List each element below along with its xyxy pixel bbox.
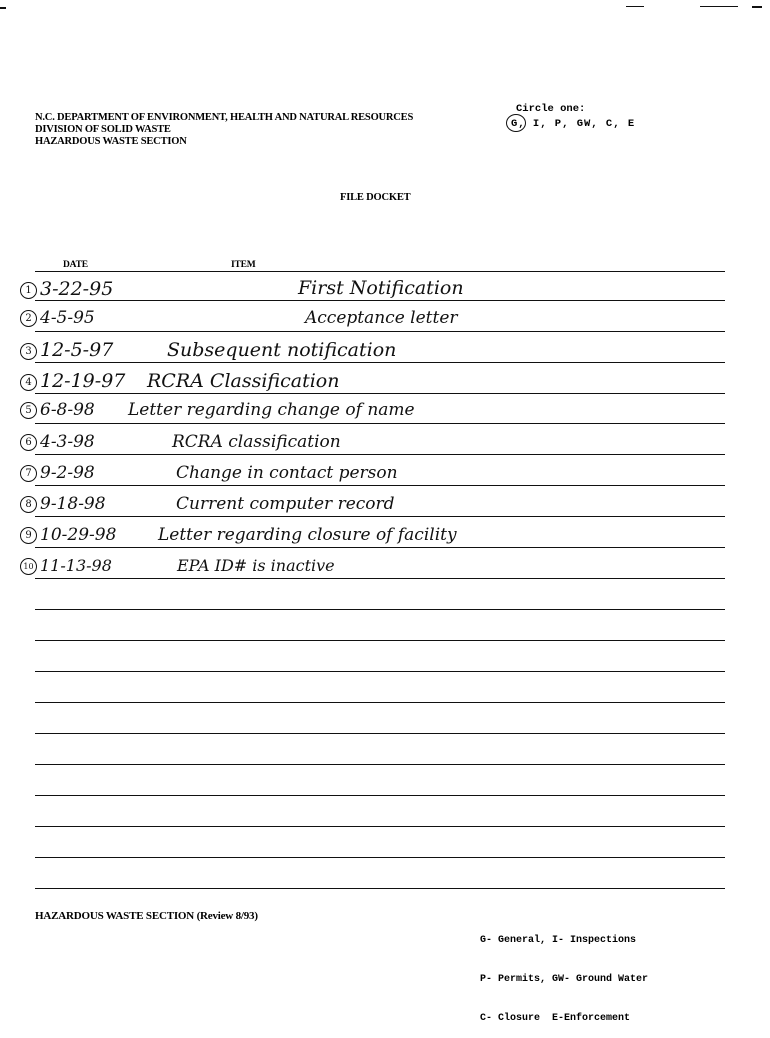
entry-item: Current computer record [176,494,395,514]
entry-number-circle: 10 [20,558,37,575]
scan-mark [626,6,644,7]
entry-number-circle: 9 [20,527,37,544]
entry-number-circle: 7 [20,465,37,482]
ruled-line [35,609,725,610]
entry-date: 4-5-95 [40,308,95,328]
docket-entry [20,494,106,514]
entry-item: First Notification [298,277,464,299]
entry-item: Letter regarding closure of facility [158,525,457,545]
ruled-line [35,888,725,889]
entry-item: RCRA classification [172,432,341,452]
form-id: HAZARDOUS WASTE SECTION (Review 8/93) [35,910,258,922]
entry-item: RCRA Classification [147,370,340,392]
agency-line-3: HAZARDOUS WASTE SECTION [35,136,187,147]
entry-number-circle: 1 [20,282,37,299]
ruled-line [35,362,725,363]
agency-line-2: DIVISION OF SOLID WASTE [35,124,171,135]
legend-line-2: P- Permits, GW- Ground Water [480,974,649,985]
docket-entry [20,370,125,392]
entry-number-circle: 2 [20,310,37,327]
ruled-line [35,578,725,579]
entry-item: Change in contact person [176,463,398,483]
docket-entry [20,308,95,328]
scan-mark [0,7,6,9]
entry-item: EPA ID# is inactive [177,556,335,575]
entry-item: Acceptance letter [305,308,458,328]
scan-mark [752,6,762,8]
entry-item: Letter regarding change of name [128,400,415,420]
entry-date: 11-13-98 [40,556,112,575]
ruled-line [35,547,725,548]
docket-entry [20,278,113,300]
entry-date: 4-3-98 [40,432,95,452]
ruled-line [35,393,725,394]
page-title: FILE DOCKET [340,192,411,203]
entry-number-circle: 4 [20,374,37,391]
entry-number-circle: 3 [20,343,37,360]
entry-date: 3-22-95 [40,278,114,300]
legend [480,908,648,1038]
agency-block [35,112,413,148]
entry-date: 9-2-98 [40,463,95,483]
entry-date: 12-19-97 [40,370,126,392]
entry-item: Subsequent notification [167,339,397,361]
ruled-line [35,423,725,424]
entry-number-circle: 6 [20,434,37,451]
column-header-date: DATE [63,260,88,270]
ruled-line [35,733,725,734]
ruled-line [35,857,725,858]
entry-number-circle: 8 [20,496,37,513]
ruled-line [35,485,725,486]
scan-mark [700,6,738,7]
circle-options: G, I, P, GW, C, E [511,118,636,130]
legend-line-1: G- General, I- Inspections [480,935,637,946]
ruled-line [35,764,725,765]
docket-entry [20,400,95,420]
ruled-line [35,702,725,703]
docket-entry [20,339,113,361]
ruled-line [35,454,725,455]
ruled-line [35,826,725,827]
entry-date: 6-8-98 [40,400,95,420]
ruled-line [35,300,725,301]
entry-number-circle: 5 [20,402,37,419]
agency-line-1: N.C. DEPARTMENT OF ENVIRONMENT, HEALTH AND NATURAL RESOURCES [35,112,414,123]
ruled-line [35,331,725,332]
docket-entry [20,556,112,575]
ruled-line [35,671,725,672]
ruled-line [35,516,725,517]
ruled-line [35,795,725,796]
entry-date: 10-29-98 [40,525,117,545]
column-header-item: ITEM [231,260,256,270]
entry-date: 12-5-97 [40,339,114,361]
entry-date: 9-18-98 [40,494,106,514]
legend-line-3: C- Closure E-Enforcement [480,1013,631,1024]
ruled-line [35,640,725,641]
ruled-line [35,271,725,272]
docket-entry [20,432,95,452]
docket-entry [20,525,116,545]
docket-entry [20,463,95,483]
circle-one-label: Circle one: [516,103,586,115]
